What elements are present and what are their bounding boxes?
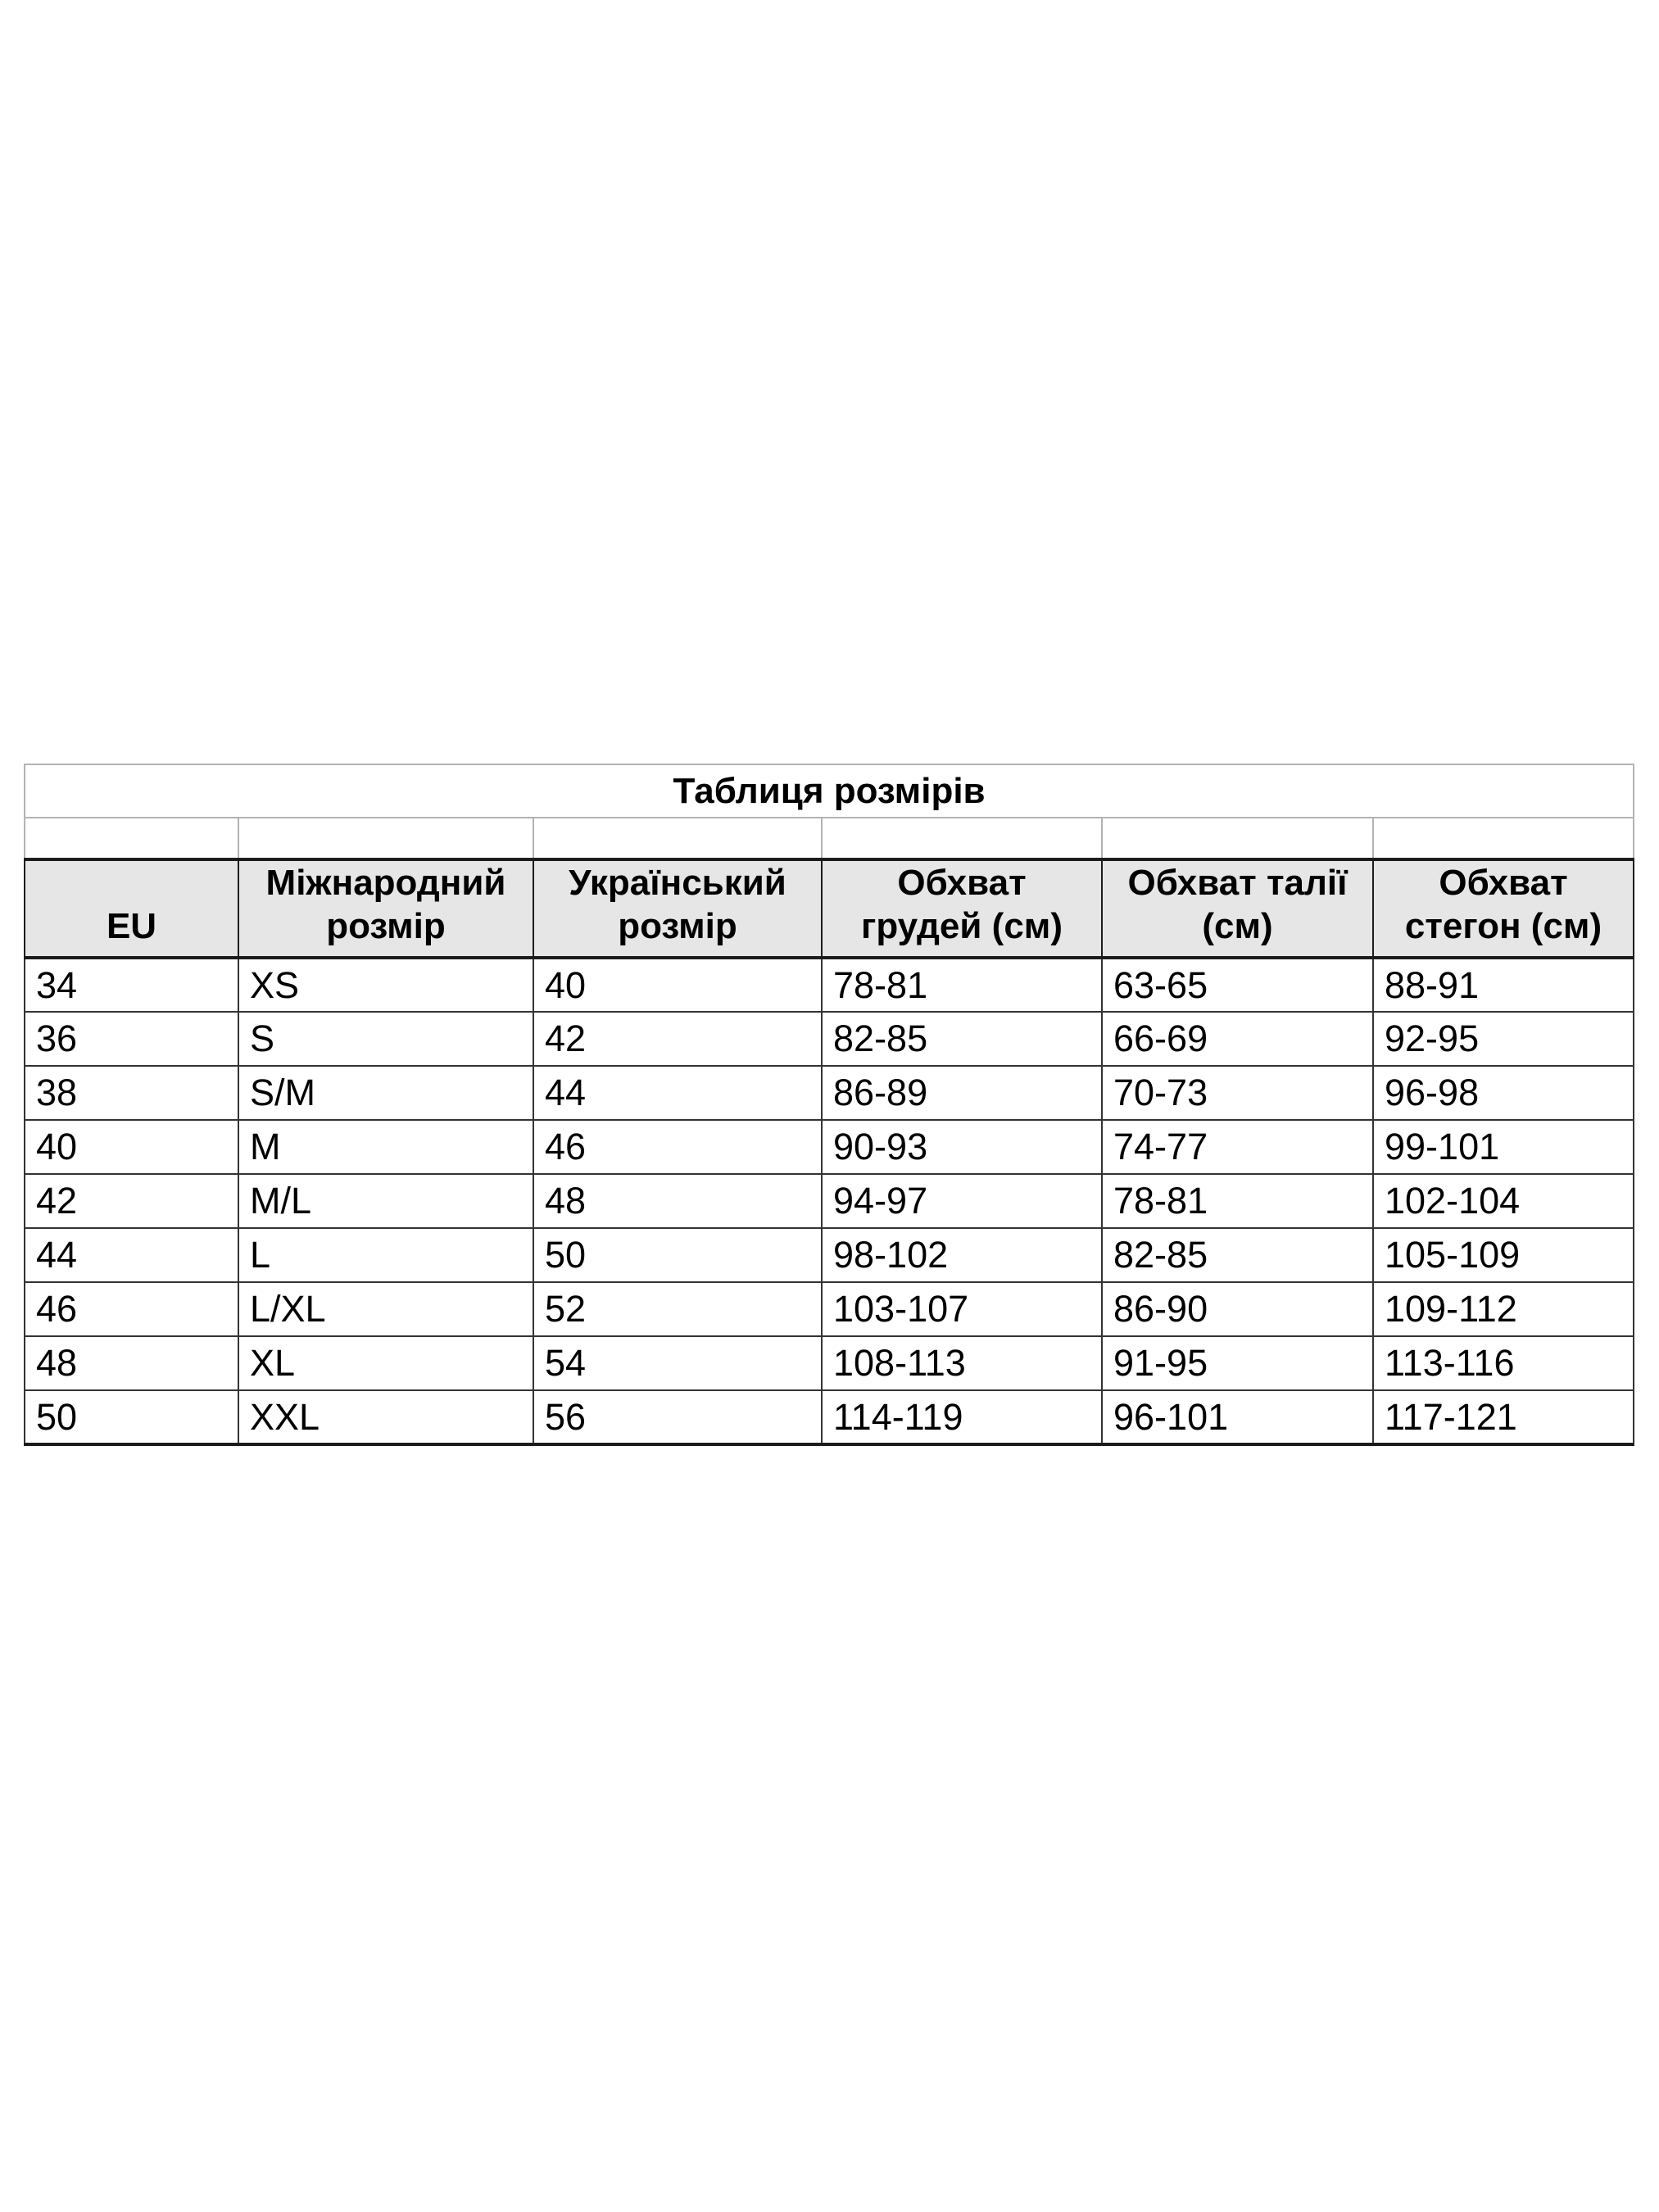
table-cell-eu: 44: [25, 1228, 238, 1282]
table-title: Таблиця розмірів: [25, 764, 1634, 818]
table-cell-international-size: L: [238, 1228, 533, 1282]
table-cell-chest: 78-81: [822, 958, 1102, 1012]
table-cell-ukrainian-size: 40: [533, 958, 822, 1012]
table-cell-waist: 82-85: [1102, 1228, 1373, 1282]
table-cell-chest: 90-93: [822, 1120, 1102, 1174]
table-cell-eu: 40: [25, 1120, 238, 1174]
table-cell-international-size: S/M: [238, 1066, 533, 1120]
spacer-cell: [822, 818, 1102, 859]
table-cell-ukrainian-size: 50: [533, 1228, 822, 1282]
table-cell-eu: 34: [25, 958, 238, 1012]
column-header-international-size: Міжнародний розмір: [238, 859, 533, 958]
table-cell-hips: 92-95: [1373, 1012, 1634, 1066]
spacer-cell: [1373, 818, 1634, 859]
spacer-row: [25, 818, 1634, 859]
table-cell-hips: 113-116: [1373, 1336, 1634, 1390]
column-header-eu: EU: [25, 859, 238, 958]
table-cell-international-size: L/XL: [238, 1282, 533, 1336]
table-cell-hips: 105-109: [1373, 1228, 1634, 1282]
column-header-ukrainian-size: Український розмір: [533, 859, 822, 958]
header-row: [25, 859, 1634, 958]
table-cell-chest: 103-107: [822, 1282, 1102, 1336]
table-cell-eu: 42: [25, 1174, 238, 1228]
table-row: [25, 1174, 1634, 1228]
table-cell-international-size: XL: [238, 1336, 533, 1390]
table-row: [25, 1120, 1634, 1174]
table-cell-eu: 50: [25, 1390, 238, 1444]
table-cell-chest: 94-97: [822, 1174, 1102, 1228]
table-cell-eu: 46: [25, 1282, 238, 1336]
spacer-cell: [1102, 818, 1373, 859]
table-cell-chest: 86-89: [822, 1066, 1102, 1120]
table-cell-eu: 36: [25, 1012, 238, 1066]
table-cell-ukrainian-size: 56: [533, 1390, 822, 1444]
table-cell-waist: 66-69: [1102, 1012, 1373, 1066]
table-cell-chest: 82-85: [822, 1012, 1102, 1066]
table-cell-chest: 98-102: [822, 1228, 1102, 1282]
table-cell-international-size: XS: [238, 958, 533, 1012]
table-cell-hips: 102-104: [1373, 1174, 1634, 1228]
table-cell-ukrainian-size: 48: [533, 1174, 822, 1228]
spacer-cell: [533, 818, 822, 859]
spacer-cell: [25, 818, 238, 859]
table-cell-eu: 38: [25, 1066, 238, 1120]
table-cell-chest: 114-119: [822, 1390, 1102, 1444]
table-row: [25, 1282, 1634, 1336]
table-cell-hips: 99-101: [1373, 1120, 1634, 1174]
table-row: [25, 958, 1634, 1012]
table-cell-hips: 109-112: [1373, 1282, 1634, 1336]
table-cell-international-size: M: [238, 1120, 533, 1174]
column-header-waist: Обхват талії (см): [1102, 859, 1373, 958]
column-header-chest: Обхват грудей (см): [822, 859, 1102, 958]
size-table: [24, 764, 1634, 1446]
table-cell-waist: 63-65: [1102, 958, 1373, 1012]
table-cell-ukrainian-size: 46: [533, 1120, 822, 1174]
table-cell-ukrainian-size: 52: [533, 1282, 822, 1336]
table-row: [25, 1066, 1634, 1120]
table-cell-waist: 96-101: [1102, 1390, 1373, 1444]
table-cell-international-size: S: [238, 1012, 533, 1066]
table-cell-hips: 88-91: [1373, 958, 1634, 1012]
table-cell-waist: 91-95: [1102, 1336, 1373, 1390]
table-cell-waist: 70-73: [1102, 1066, 1373, 1120]
table-cell-eu: 48: [25, 1336, 238, 1390]
table-cell-waist: 86-90: [1102, 1282, 1373, 1336]
table-body: [25, 958, 1634, 1444]
table-row: [25, 1390, 1634, 1444]
table-cell-ukrainian-size: 42: [533, 1012, 822, 1066]
column-header-hips: Обхват стегон (см): [1373, 859, 1634, 958]
table-cell-waist: 74-77: [1102, 1120, 1373, 1174]
table-cell-waist: 78-81: [1102, 1174, 1373, 1228]
table-cell-hips: 117-121: [1373, 1390, 1634, 1444]
table-row: [25, 1012, 1634, 1066]
table-cell-chest: 108-113: [822, 1336, 1102, 1390]
spacer-cell: [238, 818, 533, 859]
table-cell-international-size: M/L: [238, 1174, 533, 1228]
table-cell-ukrainian-size: 54: [533, 1336, 822, 1390]
table-cell-hips: 96-98: [1373, 1066, 1634, 1120]
title-row: [25, 764, 1634, 818]
table-cell-international-size: XXL: [238, 1390, 533, 1444]
table-row: [25, 1336, 1634, 1390]
table-row: [25, 1228, 1634, 1282]
table-cell-ukrainian-size: 44: [533, 1066, 822, 1120]
